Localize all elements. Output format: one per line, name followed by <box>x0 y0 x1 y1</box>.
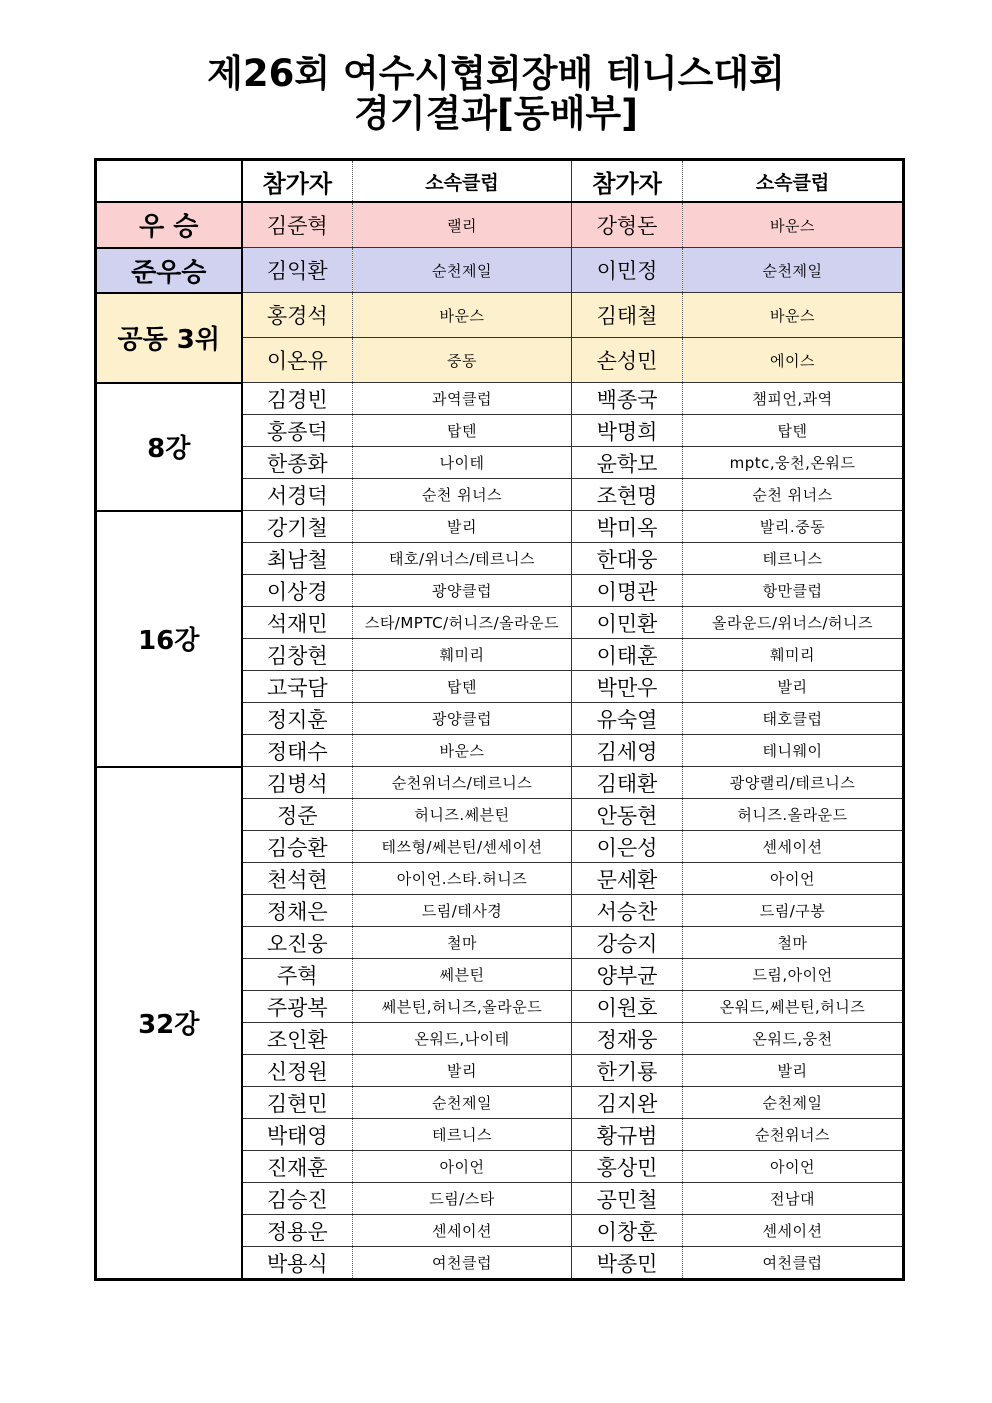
participant-1-name: 진재훈 <box>242 1151 353 1183</box>
participant-2-name: 박명희 <box>572 415 683 447</box>
category-third: 공동 3위 <box>96 293 242 383</box>
participant-1-club: 허니즈.쎄븐틴 <box>353 799 572 831</box>
participant-1-name: 김준혁 <box>242 202 353 248</box>
participant-1-club: 드림/스타 <box>353 1183 572 1215</box>
participant-1-name: 김익환 <box>242 248 353 293</box>
result-row <box>96 202 904 248</box>
participant-2-name: 안동현 <box>572 799 683 831</box>
participant-1-club: 탑텐 <box>353 415 572 447</box>
participant-1-club: 순천위너스/테르니스 <box>353 767 572 799</box>
participant-1-club: 철마 <box>353 927 572 959</box>
participant-1-club: 아이언 <box>353 1151 572 1183</box>
participant-2-name: 이민정 <box>572 248 683 293</box>
participant-1-name: 석재민 <box>242 607 353 639</box>
participant-2-club: 허니즈.올라운드 <box>683 799 904 831</box>
participant-2-club: 철마 <box>683 927 904 959</box>
participant-2-club: 바운스 <box>683 293 904 338</box>
participant-1-club: 센세이션 <box>353 1215 572 1247</box>
participant-1-club: 바운스 <box>353 293 572 338</box>
participant-2-club: 순천제일 <box>683 248 904 293</box>
participant-1-club: 쎄븐틴,허니즈,올라운드 <box>353 991 572 1023</box>
participant-1-name: 주광복 <box>242 991 353 1023</box>
participant-2-name: 윤학모 <box>572 447 683 479</box>
participant-2-name: 강형돈 <box>572 202 683 248</box>
participant-1-club: 드림/테사경 <box>353 895 572 927</box>
category-runner-up: 준우승 <box>96 248 242 293</box>
participant-2-club: 아이언 <box>683 863 904 895</box>
participant-2-club: 발리 <box>683 671 904 703</box>
page-subtitle: 경기결과[동배부] <box>353 92 638 135</box>
header-participant-1: 참가자 <box>242 160 353 203</box>
category-round8: 8강 <box>96 383 242 511</box>
participant-1-name: 서경덕 <box>242 479 353 511</box>
participant-2-name: 박만우 <box>572 671 683 703</box>
participant-2-club: 여천클럽 <box>683 1247 904 1280</box>
participant-1-club: 발리 <box>353 1055 572 1087</box>
participant-1-name: 김창현 <box>242 639 353 671</box>
header-club-2: 소속클럽 <box>683 160 904 203</box>
participant-1-name: 정채은 <box>242 895 353 927</box>
participant-2-club: 항만클럽 <box>683 575 904 607</box>
result-row <box>96 383 904 415</box>
participant-2-club: 에이스 <box>683 338 904 383</box>
participant-1-name: 김현민 <box>242 1087 353 1119</box>
participant-1-name: 홍종덕 <box>242 415 353 447</box>
participant-1-name: 박태영 <box>242 1119 353 1151</box>
participant-2-club: 탑텐 <box>683 415 904 447</box>
participant-2-club: 광양랠리/테르니스 <box>683 767 904 799</box>
participant-2-club: 순천 위너스 <box>683 479 904 511</box>
participant-2-name: 백종국 <box>572 383 683 415</box>
participant-1-name: 홍경석 <box>242 293 353 338</box>
participant-2-club: 발리.중동 <box>683 511 904 543</box>
participant-1-name: 김경빈 <box>242 383 353 415</box>
participant-2-club: 센세이션 <box>683 831 904 863</box>
page-title: 제26회 여수시협회장배 테니스대회 <box>207 52 785 95</box>
participant-1-club: 발리 <box>353 511 572 543</box>
participant-1-club: 바운스 <box>353 735 572 767</box>
participant-2-name: 김태철 <box>572 293 683 338</box>
category-round16: 16강 <box>96 511 242 767</box>
header-blank <box>96 160 242 203</box>
participant-2-club: 온워드,웅천 <box>683 1023 904 1055</box>
participant-1-club: 테쓰형/쎄븐틴/센세이션 <box>353 831 572 863</box>
participant-2-name: 강승지 <box>572 927 683 959</box>
participant-2-name: 서승찬 <box>572 895 683 927</box>
header-row <box>96 160 904 203</box>
participant-2-name: 유숙열 <box>572 703 683 735</box>
participant-2-club: 테니웨이 <box>683 735 904 767</box>
participant-1-club: 테르니스 <box>353 1119 572 1151</box>
participant-2-name: 손성민 <box>572 338 683 383</box>
participant-1-club: 아이언.스타.허니즈 <box>353 863 572 895</box>
participant-1-club: 랠리 <box>353 202 572 248</box>
participant-2-club: 온워드,쎄븐틴,허니즈 <box>683 991 904 1023</box>
participant-1-club: 나이테 <box>353 447 572 479</box>
category-winner: 우 승 <box>96 202 242 248</box>
participant-1-name: 주혁 <box>242 959 353 991</box>
result-row <box>96 767 904 799</box>
participant-1-club: 순천제일 <box>353 1087 572 1119</box>
participant-2-name: 이태훈 <box>572 639 683 671</box>
participant-1-name: 천석현 <box>242 863 353 895</box>
results-body <box>96 202 904 1280</box>
participant-1-name: 김승환 <box>242 831 353 863</box>
participant-2-name: 이민환 <box>572 607 683 639</box>
participant-1-club: 여천클럽 <box>353 1247 572 1280</box>
participant-2-name: 김세영 <box>572 735 683 767</box>
participant-1-name: 김승진 <box>242 1183 353 1215</box>
participant-2-name: 한기룡 <box>572 1055 683 1087</box>
participant-2-name: 이원호 <box>572 991 683 1023</box>
participant-2-club: 드림/구봉 <box>683 895 904 927</box>
result-row <box>96 511 904 543</box>
participant-1-name: 이상경 <box>242 575 353 607</box>
participant-1-name: 정준 <box>242 799 353 831</box>
participant-2-name: 박종민 <box>572 1247 683 1280</box>
participant-1-name: 박용식 <box>242 1247 353 1280</box>
participant-1-club: 쎄븐틴 <box>353 959 572 991</box>
participant-1-club: 과역클럽 <box>353 383 572 415</box>
participant-2-name: 이명관 <box>572 575 683 607</box>
participant-1-name: 정태수 <box>242 735 353 767</box>
participant-2-name: 양부균 <box>572 959 683 991</box>
participant-2-name: 홍상민 <box>572 1151 683 1183</box>
participant-2-club: 순천제일 <box>683 1087 904 1119</box>
participant-2-club: 센세이션 <box>683 1215 904 1247</box>
participant-2-club: 챔피언,과역 <box>683 383 904 415</box>
participant-1-name: 정용운 <box>242 1215 353 1247</box>
participant-2-name: 정재웅 <box>572 1023 683 1055</box>
participant-1-name: 강기철 <box>242 511 353 543</box>
result-row <box>96 248 904 293</box>
participant-2-club: 올라운드/위너스/허니즈 <box>683 607 904 639</box>
participant-1-club: 중동 <box>353 338 572 383</box>
participant-2-club: 훼미리 <box>683 639 904 671</box>
participant-2-name: 이은성 <box>572 831 683 863</box>
participant-2-name: 김지완 <box>572 1087 683 1119</box>
participant-2-name: 한대웅 <box>572 543 683 575</box>
participant-1-name: 정지훈 <box>242 703 353 735</box>
participant-1-club: 순천 위너스 <box>353 479 572 511</box>
participant-1-club: 온워드,나이테 <box>353 1023 572 1055</box>
participant-1-club: 광양클럽 <box>353 703 572 735</box>
participant-1-club: 스타/MPTC/허니즈/올라운드 <box>353 607 572 639</box>
participant-1-name: 오진웅 <box>242 927 353 959</box>
participant-2-club: 발리 <box>683 1055 904 1087</box>
participant-2-name: 이창훈 <box>572 1215 683 1247</box>
participant-2-name: 공민철 <box>572 1183 683 1215</box>
participant-2-name: 문세환 <box>572 863 683 895</box>
participant-2-name: 김태환 <box>572 767 683 799</box>
participant-1-club: 탑텐 <box>353 671 572 703</box>
results-table <box>94 158 905 1281</box>
participant-1-club: 순천제일 <box>353 248 572 293</box>
participant-2-club: 전남대 <box>683 1183 904 1215</box>
result-row <box>96 293 904 338</box>
participant-1-name: 고국담 <box>242 671 353 703</box>
participant-1-club: 훼미리 <box>353 639 572 671</box>
participant-1-name: 이온유 <box>242 338 353 383</box>
participant-2-club: 바운스 <box>683 202 904 248</box>
participant-2-club: 순천위너스 <box>683 1119 904 1151</box>
participant-1-name: 조인환 <box>242 1023 353 1055</box>
participant-2-name: 황규범 <box>572 1119 683 1151</box>
participant-1-club: 태호/위너스/테르니스 <box>353 543 572 575</box>
participant-2-club: 태호클럽 <box>683 703 904 735</box>
participant-1-name: 김병석 <box>242 767 353 799</box>
category-round32: 32강 <box>96 767 242 1280</box>
header-club-1: 소속클럽 <box>353 160 572 203</box>
participant-1-name: 신정원 <box>242 1055 353 1087</box>
participant-1-club: 광양클럽 <box>353 575 572 607</box>
participant-2-name: 박미옥 <box>572 511 683 543</box>
participant-2-club: 드림,아이언 <box>683 959 904 991</box>
participant-1-name: 최남철 <box>242 543 353 575</box>
participant-2-club: mptc,웅천,온워드 <box>683 447 904 479</box>
participant-2-club: 테르니스 <box>683 543 904 575</box>
header-participant-2: 참가자 <box>572 160 683 203</box>
participant-2-name: 조현명 <box>572 479 683 511</box>
participant-1-name: 한종화 <box>242 447 353 479</box>
participant-2-club: 아이언 <box>683 1151 904 1183</box>
